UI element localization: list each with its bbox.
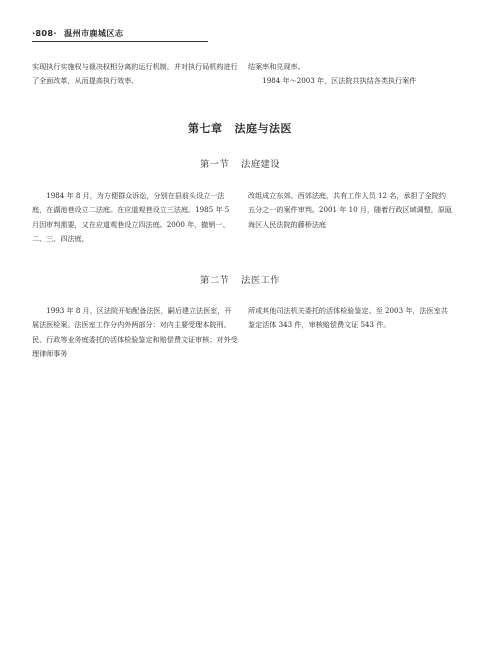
section-2-left-paragraph: 1993 年 8 月，区法院开始配备法医，嗣后建立法医室，开展法医检案。法医室工作分内外两部分：对内主要受理本院刑、民、行政等业务庭委托的活体检验鉴定和赔偿费文证审核；对外受理律师事务: [32, 306, 238, 359]
chapter-heading: [0, 120, 480, 136]
top-right-line-1: 结案率和兑现率。: [248, 62, 305, 71]
section-1-heading: [0, 156, 480, 170]
section-1-right-paragraph: 改组成立东郊、西郊法庭，共有工作人员 12 名，承担了全院约五分之一的案件审判。2001 年 10 月，随着行政区域调整，原瓯海区人民法院的藤桥法庭: [248, 191, 453, 229]
section-1-number: 第一节: [200, 159, 230, 170]
section-1-left-paragraph: 1984 年 8 月，为方便群众诉讼，分别在县前头设立一法庭，在湖池巷设立二法庭。在应道观巷设立三法庭。1985 年 5 月因审判需要，又在应道观巷设立四法庭。2000 年，撤销一、二、三、四法庭，: [32, 191, 230, 244]
section-1-title: 法庭建设: [241, 159, 280, 170]
section-2-right-paragraph: 所或其他司法机关委托的活体检验鉴定。至 2003 年，法医室共鉴定活体 343 件，审核赔偿费文证 543 件。: [248, 306, 448, 330]
section-2-right-column: [248, 304, 453, 333]
book-title: 温州市鹿城区志: [63, 28, 124, 38]
top-left-column: [32, 60, 238, 89]
section-1-left-column: [32, 189, 238, 247]
top-right-line-2: 1984 年～2003 年，区法院共执结各类执行案件: [262, 76, 417, 86]
chapter-number: 第七章: [188, 122, 223, 135]
section-2-number: 第二节: [200, 275, 230, 286]
top-right-column: [248, 60, 453, 89]
chapter-title: 法庭与法医: [234, 122, 292, 135]
section-1-right-column: [248, 189, 453, 232]
header-rule: [32, 41, 208, 42]
top-left-paragraph: 实现执行实施权与裁决权相分离的运行机制，并对执行局机构进行了全面改革，从而提高执行效率、: [32, 62, 238, 86]
running-header: [32, 27, 208, 39]
section-2-title: 法医工作: [241, 275, 280, 286]
section-2-heading: [0, 272, 480, 286]
page-number: ·808·: [32, 28, 57, 38]
section-2-left-column: [32, 304, 238, 362]
